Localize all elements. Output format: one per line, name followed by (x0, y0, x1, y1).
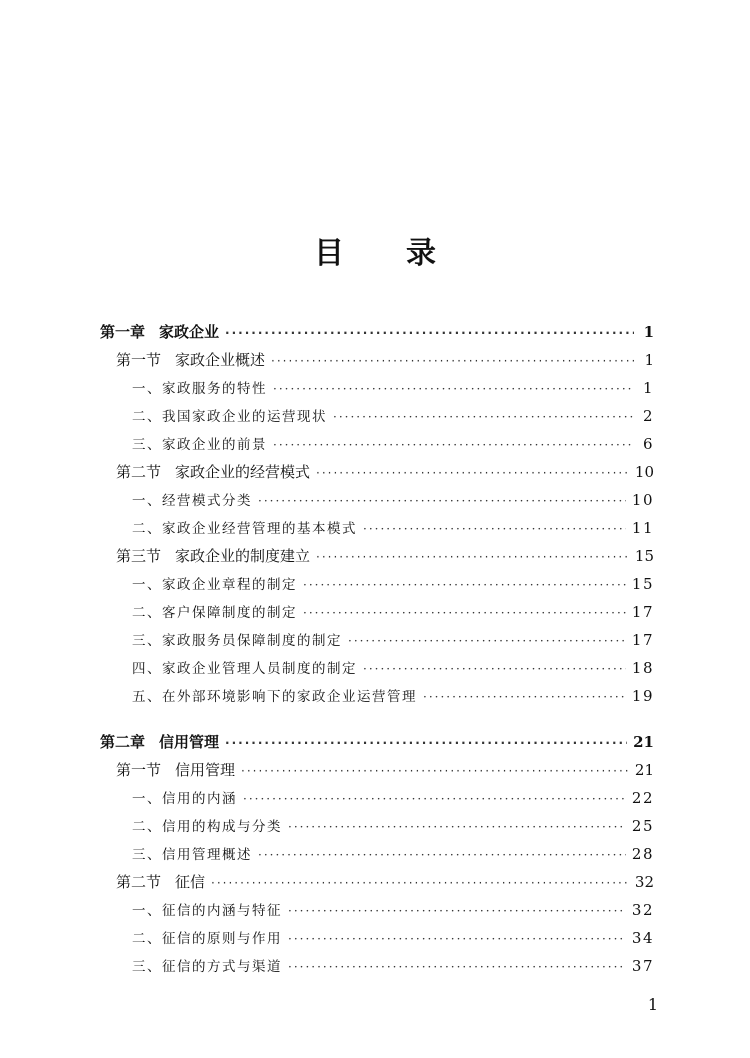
item-title: 三、家政企业的前景 (132, 437, 267, 453)
section-title: 家政企业的制度建立 (175, 547, 311, 565)
item-title: 一、经营模式分类 (132, 493, 252, 509)
item-title: 二、我国家政企业的运营现状 (132, 409, 327, 425)
leader-dots (273, 375, 634, 403)
chapter-title: 信用管理 (159, 733, 220, 751)
page-ref: 21 (633, 733, 654, 751)
leader-dots (241, 757, 629, 785)
leader-dots (348, 627, 626, 655)
leader-dots (288, 897, 626, 925)
page-ref: 21 (634, 761, 654, 779)
toc-item-row[interactable] (100, 430, 654, 458)
section-title: 信用管理 (175, 761, 236, 779)
toc-item-row[interactable] (100, 402, 654, 430)
toc-item-row[interactable] (100, 812, 654, 840)
toc-section-row[interactable] (100, 346, 654, 374)
item-title: 二、客户保障制度的制定 (132, 605, 297, 621)
section-label: 第一节 (116, 351, 162, 369)
leader-dots (288, 953, 626, 981)
item-title: 三、家政服务员保障制度的制定 (132, 633, 342, 649)
page-ref: 6 (642, 435, 654, 453)
leader-dots (258, 841, 626, 869)
page-ref: 1 (642, 379, 654, 397)
leader-dots (273, 431, 634, 459)
page-ref: 1 (643, 323, 654, 341)
toc-item-row[interactable] (100, 952, 654, 980)
page-number: 1 (647, 995, 658, 1014)
toc-item-row[interactable] (100, 486, 654, 514)
page-ref: 11 (631, 519, 654, 537)
toc-section-row[interactable] (100, 756, 654, 784)
section-title: 家政企业概述 (175, 351, 266, 369)
section-label: 第二节 (116, 463, 162, 481)
page-ref: 22 (631, 789, 654, 807)
item-title: 二、征信的原则与作用 (132, 931, 282, 947)
section-label: 第二节 (116, 873, 162, 891)
page-ref: 19 (631, 687, 654, 705)
title-char-2: 录 (406, 236, 436, 271)
leader-dots (243, 785, 626, 813)
leader-dots (316, 459, 629, 487)
toc-chapter-row[interactable] (100, 318, 654, 346)
toc-item-row[interactable] (100, 682, 654, 710)
leader-dots (288, 813, 626, 841)
page-ref: 32 (634, 873, 654, 891)
leader-dots (271, 347, 634, 375)
toc-item-row[interactable] (100, 924, 654, 952)
toc-item-row[interactable] (100, 896, 654, 924)
toc-chapter-row[interactable] (100, 728, 654, 756)
chapter-label: 第一章 (100, 323, 146, 341)
item-title: 一、家政服务的特性 (132, 381, 267, 397)
toc-section-row[interactable] (100, 458, 654, 486)
page-ref: 17 (631, 631, 654, 649)
page-ref: 2 (642, 407, 654, 425)
page-ref: 25 (631, 817, 654, 835)
page-ref: 10 (631, 491, 654, 509)
item-title: 二、信用的构成与分类 (132, 819, 282, 835)
leader-dots (363, 655, 626, 683)
chapter-label: 第二章 (100, 733, 146, 751)
page-ref: 32 (631, 901, 654, 919)
leader-dots (316, 543, 629, 571)
toc-item-row[interactable] (100, 374, 654, 402)
section-title: 征信 (175, 873, 206, 891)
toc-item-row[interactable] (100, 626, 654, 654)
page-ref: 10 (634, 463, 654, 481)
page-ref: 17 (631, 603, 654, 621)
title-char-1: 目 (314, 236, 344, 271)
item-title: 一、家政企业章程的制定 (132, 577, 297, 593)
item-title: 一、征信的内涵与特征 (132, 903, 282, 919)
toc-item-row[interactable] (100, 654, 654, 682)
section-title: 家政企业的经营模式 (175, 463, 311, 481)
leader-dots (303, 599, 626, 627)
leader-dots (363, 515, 626, 543)
toc-block-chapter-1 (100, 318, 654, 710)
leader-dots (211, 869, 629, 897)
page-ref: 15 (634, 547, 654, 565)
leader-dots (288, 925, 626, 953)
toc-item-row[interactable] (100, 598, 654, 626)
toc-section-row[interactable] (100, 542, 654, 570)
page-ref: 18 (631, 659, 654, 677)
item-title: 一、信用的内涵 (132, 791, 237, 807)
item-title: 四、家政企业管理人员制度的制定 (132, 661, 357, 677)
toc-section-row[interactable] (100, 868, 654, 896)
leader-dots (333, 403, 634, 431)
toc-item-row[interactable] (100, 514, 654, 542)
page-ref: 15 (631, 575, 654, 593)
toc-item-row[interactable] (100, 840, 654, 868)
chapter-title: 家政企业 (159, 323, 220, 341)
page-ref: 34 (631, 929, 654, 947)
leader-dots (258, 487, 626, 515)
leader-dots (225, 729, 627, 757)
page-ref: 28 (631, 845, 654, 863)
item-title: 三、征信的方式与渠道 (132, 959, 282, 975)
page-title (0, 228, 750, 272)
section-label: 第一节 (116, 761, 162, 779)
leader-dots (423, 683, 626, 711)
item-title: 五、在外部环境影响下的家政企业运营管理 (132, 689, 417, 705)
toc-item-row[interactable] (100, 570, 654, 598)
item-title: 二、家政企业经营管理的基本模式 (132, 521, 357, 537)
leader-dots (225, 319, 634, 347)
toc-block-chapter-2 (100, 728, 654, 980)
leader-dots (303, 571, 626, 599)
page-ref: 37 (631, 957, 654, 975)
toc-item-row[interactable] (100, 784, 654, 812)
item-title: 三、信用管理概述 (132, 847, 252, 863)
section-label: 第三节 (116, 547, 162, 565)
page-ref: 1 (644, 351, 654, 369)
